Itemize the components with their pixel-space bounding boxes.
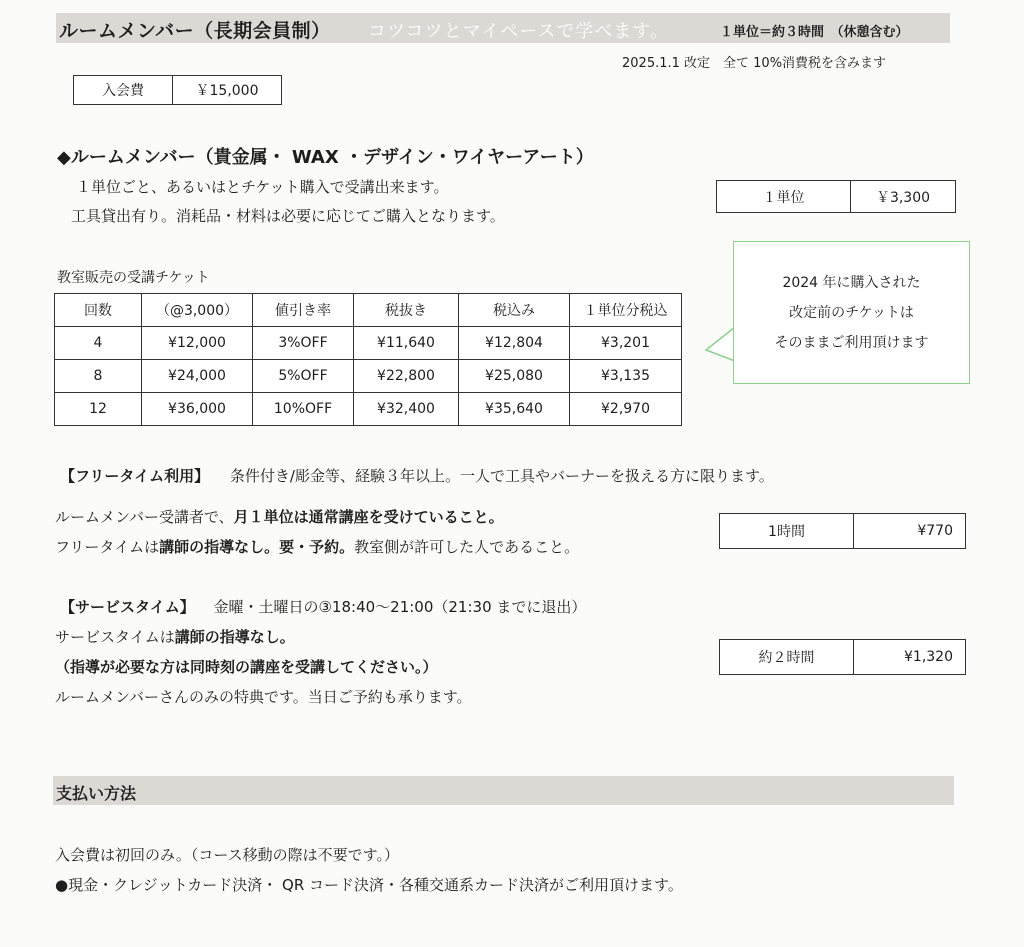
table-cell: ¥25,080 [459, 360, 570, 393]
service-schedule: 金曜・土曜日の③18:40～21:00（21:30 までに退出） [213, 598, 587, 616]
freetime-desc-1 [55, 508, 504, 526]
freetime-title [60, 467, 774, 485]
freetime-desc-1a: ルームメンバー受講者で、 [55, 508, 234, 526]
table-cell: 5%OFF [253, 360, 354, 393]
service-label: 【サービスタイム】 [60, 598, 195, 616]
table-cell: 12 [55, 393, 142, 426]
table-cell: 8 [55, 360, 142, 393]
payment-header-bar [53, 776, 954, 805]
service-title [60, 598, 586, 616]
freetime-label: 【フリータイム利用】 [60, 467, 210, 485]
freetime-desc-2c: 教室側が許可した人であること。 [354, 538, 580, 556]
service-price-label: 約２時間 [758, 650, 815, 666]
table-cell: ¥36,000 [142, 393, 253, 426]
service-price-value: ¥1,320 [853, 640, 965, 674]
service-desc-2: （指導が必要な方は同時刻の講座を受講してください。） [55, 658, 438, 676]
table-cell: ¥12,000 [142, 327, 253, 360]
ticket-table [54, 293, 682, 426]
freetime-condition: 条件付き/彫金等、経験３年以上。一人で工具やバーナーを扱える方に限ります。 [229, 467, 774, 485]
freetime-desc-1b: 月１単位は通常講座を受けていること。 [233, 508, 504, 526]
room-member-desc-2: 工具貸出有り。消耗品・材料は必要に応じてご購入となります。 [71, 207, 505, 225]
freetime-desc-2b: 講師の指導なし。要・予約。 [159, 538, 355, 556]
freetime-desc-2 [55, 538, 579, 556]
ticket-header-cell: 税抜き [354, 294, 459, 327]
ticket-header-cell: 税込み [459, 294, 570, 327]
freetime-price-label: 1時間 [768, 524, 805, 540]
ticket-header-row [55, 294, 682, 327]
unit-price-box [716, 180, 956, 213]
freetime-price-box [719, 513, 966, 549]
page-title: ルームメンバー（長期会員制） [59, 20, 331, 42]
admission-label: 入会費 [102, 83, 144, 99]
unit-price-value: ￥3,300 [850, 181, 955, 212]
table-cell: ¥35,640 [459, 393, 570, 426]
room-member-desc-1: １単位ごと、あるいはとチケット購入で受講出来ます。 [76, 178, 449, 196]
ticket-notice-bubble [733, 241, 970, 384]
table-cell: ¥3,135 [570, 360, 682, 393]
table-cell: ¥24,000 [142, 360, 253, 393]
ticket-header-cell: １単位分税込 [570, 294, 682, 327]
admission-price: ￥15,000 [172, 76, 281, 104]
service-desc-1b: 講師の指導なし。 [174, 628, 295, 646]
table-cell: ¥2,970 [570, 393, 682, 426]
unit-price-label: １単位 [762, 189, 805, 206]
payment-desc-1: 入会費は初回のみ。（コース移動の際は不要です。） [55, 846, 399, 864]
freetime-price-value: ¥770 [853, 514, 965, 548]
table-cell: 4 [55, 327, 142, 360]
slogan: コツコツとマイペースで学べます。 [368, 21, 669, 42]
table-row [55, 393, 682, 426]
service-desc-1 [55, 628, 295, 646]
table-cell: ¥3,201 [570, 327, 682, 360]
room-member-heading: ◆ルームメンバー（貴金属・ WAX ・デザイン・ワイヤーアート） [57, 147, 594, 168]
bubble-line-1: 2024 年に購入された [782, 274, 921, 291]
table-cell: 10%OFF [253, 393, 354, 426]
service-price-box [719, 639, 966, 675]
unit-note: １単位＝約３時間 （休憩含む） [720, 25, 909, 40]
table-cell: ¥22,800 [354, 360, 459, 393]
payment-title: 支払い方法 [56, 784, 137, 803]
table-row [55, 360, 682, 393]
freetime-desc-2a: フリータイムは [55, 538, 160, 556]
bubble-line-2: 改定前のチケットは [789, 304, 914, 321]
revision-note: 2025.1.1 改定 全て 10%消費税を含みます [622, 56, 887, 71]
table-row [55, 327, 682, 360]
service-desc-3: ルームメンバーさんのみの特典です。当日ご予約も承ります。 [55, 688, 472, 706]
table-cell: ¥32,400 [354, 393, 459, 426]
payment-desc-2: ●現金・クレジットカード決済・ QR コード決済・各種交通系カード決済がご利用頂けます。 [55, 876, 683, 894]
ticket-caption: 教室販売の受講チケット [57, 270, 210, 286]
ticket-header-cell: 回数 [55, 294, 142, 327]
bubble-line-3: そのままご利用頂けます [774, 334, 929, 351]
table-cell: ¥11,640 [354, 327, 459, 360]
table-cell: ¥12,804 [459, 327, 570, 360]
admission-fee-box [73, 75, 282, 105]
ticket-header-cell: 値引き率 [253, 294, 354, 327]
ticket-header-cell: （@3,000） [142, 294, 253, 327]
service-desc-1a: サービスタイムは [55, 628, 175, 646]
table-cell: 3%OFF [253, 327, 354, 360]
